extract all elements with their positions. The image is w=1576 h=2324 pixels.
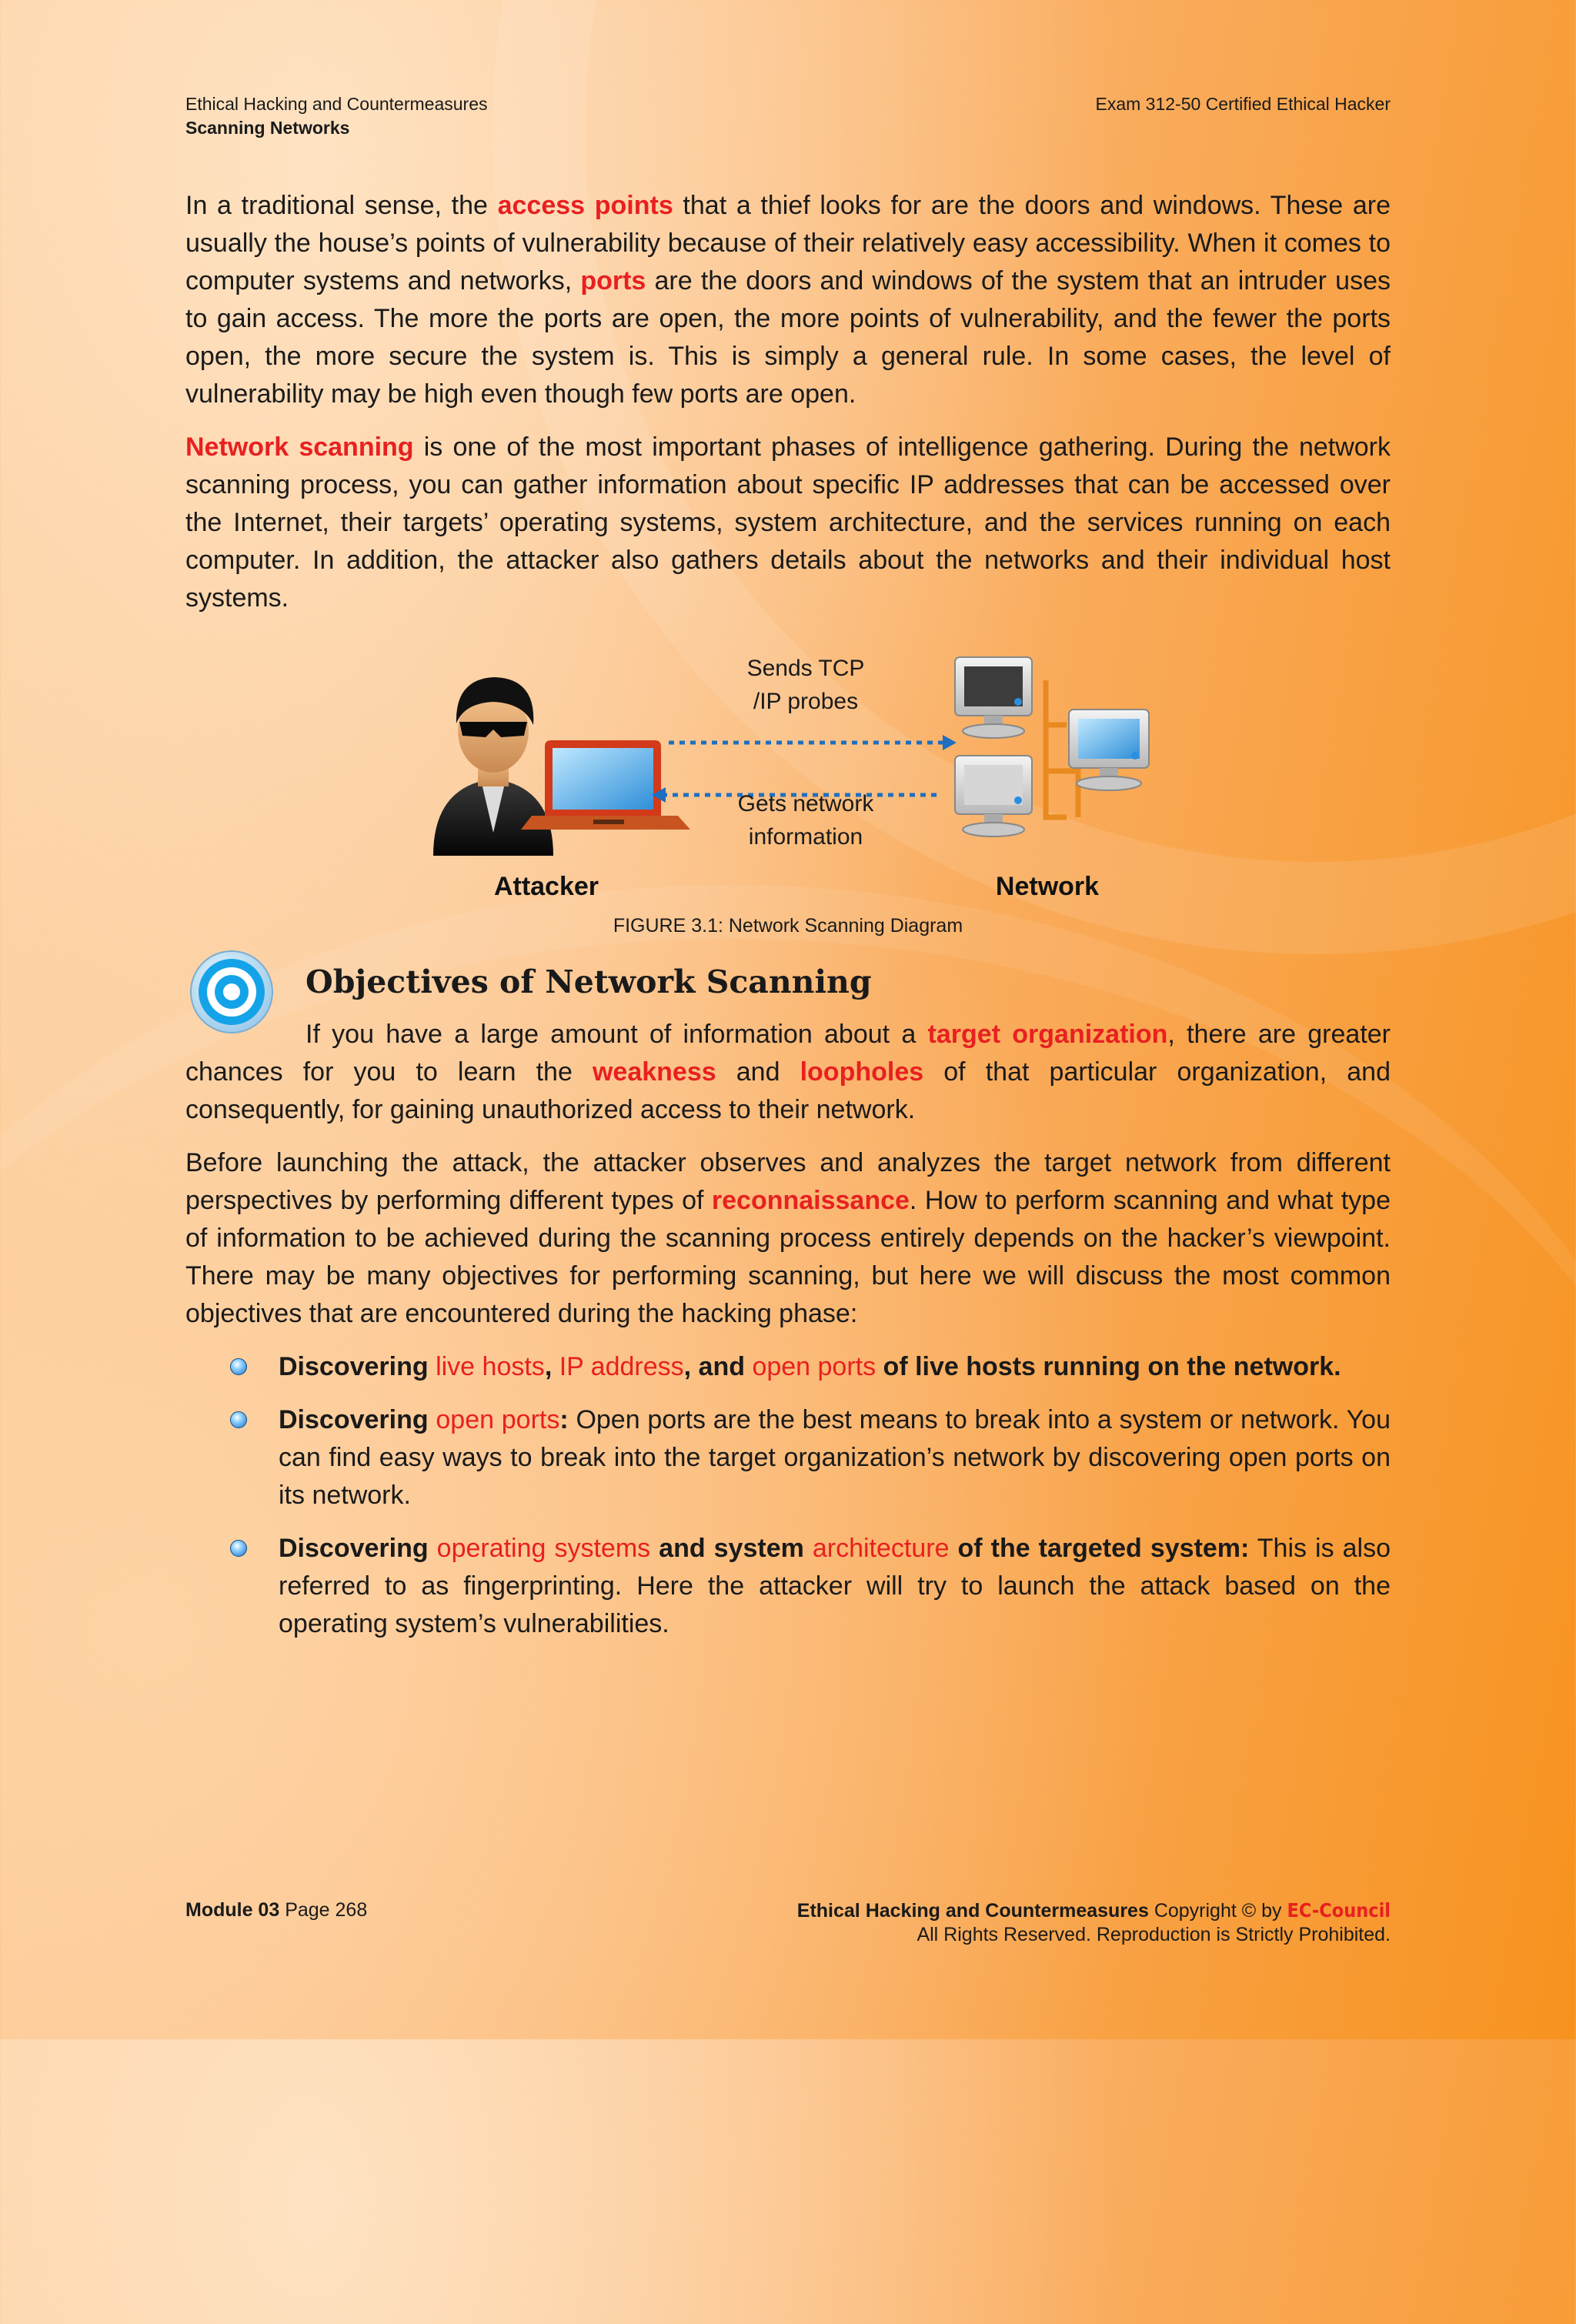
intro-paragraph-1 [185, 187, 1391, 413]
highlight-open-ports: open ports [436, 1405, 560, 1434]
attacker-label: Attacker [493, 872, 599, 901]
highlight-architecture: architecture [812, 1534, 950, 1563]
probe-label-line1: Sends TCP [746, 656, 865, 681]
highlight-loopholes: loopholes [800, 1057, 924, 1087]
text-run: Discovering [279, 1534, 437, 1563]
bullet-icon [230, 1540, 247, 1557]
footer-book-title: Ethical Hacking and Countermeasures [796, 1900, 1149, 1922]
text-run: Before launching the attack, the attacker observes and analyzes the target network from different perspectives by performing different types of [185, 1148, 1391, 1215]
highlight-reconnaissance: reconnaissance [711, 1186, 910, 1215]
text-run: of that particular organization, and consequently, for gaining unauthorized access to their network. [185, 1057, 1391, 1124]
list-item [279, 1348, 1391, 1386]
text-run: , and [683, 1352, 753, 1381]
highlight-ports: ports [580, 266, 646, 296]
target-icon [189, 950, 274, 1034]
objectives-list [185, 1348, 1391, 1643]
text-run: is one of the most important phases of intelligence gathering. During the network scanning process, you can gather information about specific IP addresses that can be accessed over the Internet, their targets’ operating systems, system architecture, and the services running on each computer. In addition, the attacker also gathers details about the networks and their individual host systems. [185, 432, 1391, 613]
page-footer-right [797, 1898, 1391, 1947]
rights-line: All Rights Reserved. Reproduction is Strictly Prohibited. [917, 1924, 1391, 1945]
list-item [279, 1401, 1391, 1514]
info-label-line2: information [748, 824, 863, 850]
objectives-paragraph-1 [185, 1016, 1391, 1129]
text-run: In a traditional sense, the [185, 191, 498, 220]
ec-council-logo: EC-Council [1287, 1899, 1391, 1922]
module-label: Module 03 [185, 1899, 280, 1921]
page-content [185, 187, 1391, 1658]
computer-right [1069, 710, 1149, 790]
text-run: and system [650, 1534, 813, 1563]
text-run: , [544, 1352, 559, 1381]
hacker-with-laptop-icon [433, 677, 690, 856]
probe-arrowhead [943, 735, 957, 750]
network-label: Network [995, 872, 1100, 901]
page-number: Page 268 [279, 1899, 368, 1921]
highlight-operating-systems: operating systems [436, 1534, 651, 1563]
text-run: Discovering [279, 1352, 436, 1381]
highlight-target-organization: target organization [927, 1020, 1168, 1049]
networked-computers-icon [955, 657, 1149, 836]
running-header-left [185, 92, 487, 140]
highlight-ip-address: IP address [559, 1352, 684, 1381]
text-run: This is also referred to as fingerprinting. Here the attacker will try to launch the attack based on the operating system’s vulnerabilities. [279, 1534, 1391, 1638]
highlight-access-points: access points [497, 191, 673, 220]
highlight-live-hosts: live hosts [436, 1352, 545, 1381]
objectives-paragraph-2 [185, 1144, 1391, 1333]
copyright-line [797, 1898, 1391, 1923]
text-run: of live hosts running on the network. [876, 1352, 1341, 1381]
network-scanning-figure [185, 633, 1391, 910]
page-footer-left [185, 1898, 367, 1922]
text-run: : [559, 1405, 569, 1434]
text-run: . How to perform scanning and what type of information to be achieved during the scanning process entirely depends on the hacker’s viewpoint. There may be many objectives for performing scanning, but here we will discuss the most common objectives that are encountered during the hacking phase: [185, 1186, 1391, 1328]
highlight-network-scanning: Network scanning [185, 432, 414, 462]
text-run: that a thief looks for are the doors and windows. These are usually the house’s points of vulnerability because of their relatively easy accessibility. When it comes to computer systems and networks, [185, 191, 1391, 296]
running-header-right: Exam 312-50 Certified Ethical Hacker [1095, 94, 1391, 114]
text-run: and [716, 1057, 800, 1087]
bullet-icon [230, 1358, 247, 1375]
text-run: are the doors and windows of the system that an intruder uses to gain access. The more the ports are open, the more points of vulnerability, and the fewer the ports open, the more secure the system is. This is simply a general rule. In some cases, the level of vulnerability may be high even though few ports are open. [185, 266, 1391, 409]
text-run: , there are greater chances for you to learn the [185, 1020, 1391, 1087]
text-run: Discovering [279, 1405, 436, 1434]
highlight-open-ports: open ports [752, 1352, 876, 1381]
objectives-section [185, 959, 1391, 1643]
book-title: Ethical Hacking and Countermeasures [185, 94, 488, 114]
bullet-icon [230, 1411, 247, 1428]
laptop [521, 740, 690, 830]
highlight-weakness: weakness [592, 1057, 716, 1087]
computer-top [955, 657, 1032, 738]
figure-caption: FIGURE 3.1: Network Scanning Diagram [613, 915, 963, 937]
text-run: If you have a large amount of information about a [306, 1020, 928, 1049]
info-label-line1: Gets network [737, 791, 874, 816]
computer-bottom [955, 756, 1032, 836]
text-run: Open ports are the best means to break into a system or network. You can find easy ways to break into the target organization’s network by discovering open ports on its network. [279, 1405, 1391, 1510]
probe-label-line2: /IP probes [753, 689, 859, 714]
copyright-text: Copyright © by [1148, 1900, 1287, 1922]
network-scanning-diagram [185, 633, 1391, 910]
text-run: of the targeted system: [949, 1534, 1250, 1563]
list-item [279, 1530, 1391, 1643]
section-title: Scanning Networks [185, 118, 350, 138]
section-heading: Objectives of Network Scanning [306, 963, 872, 1000]
intro-paragraph-2 [185, 429, 1391, 617]
